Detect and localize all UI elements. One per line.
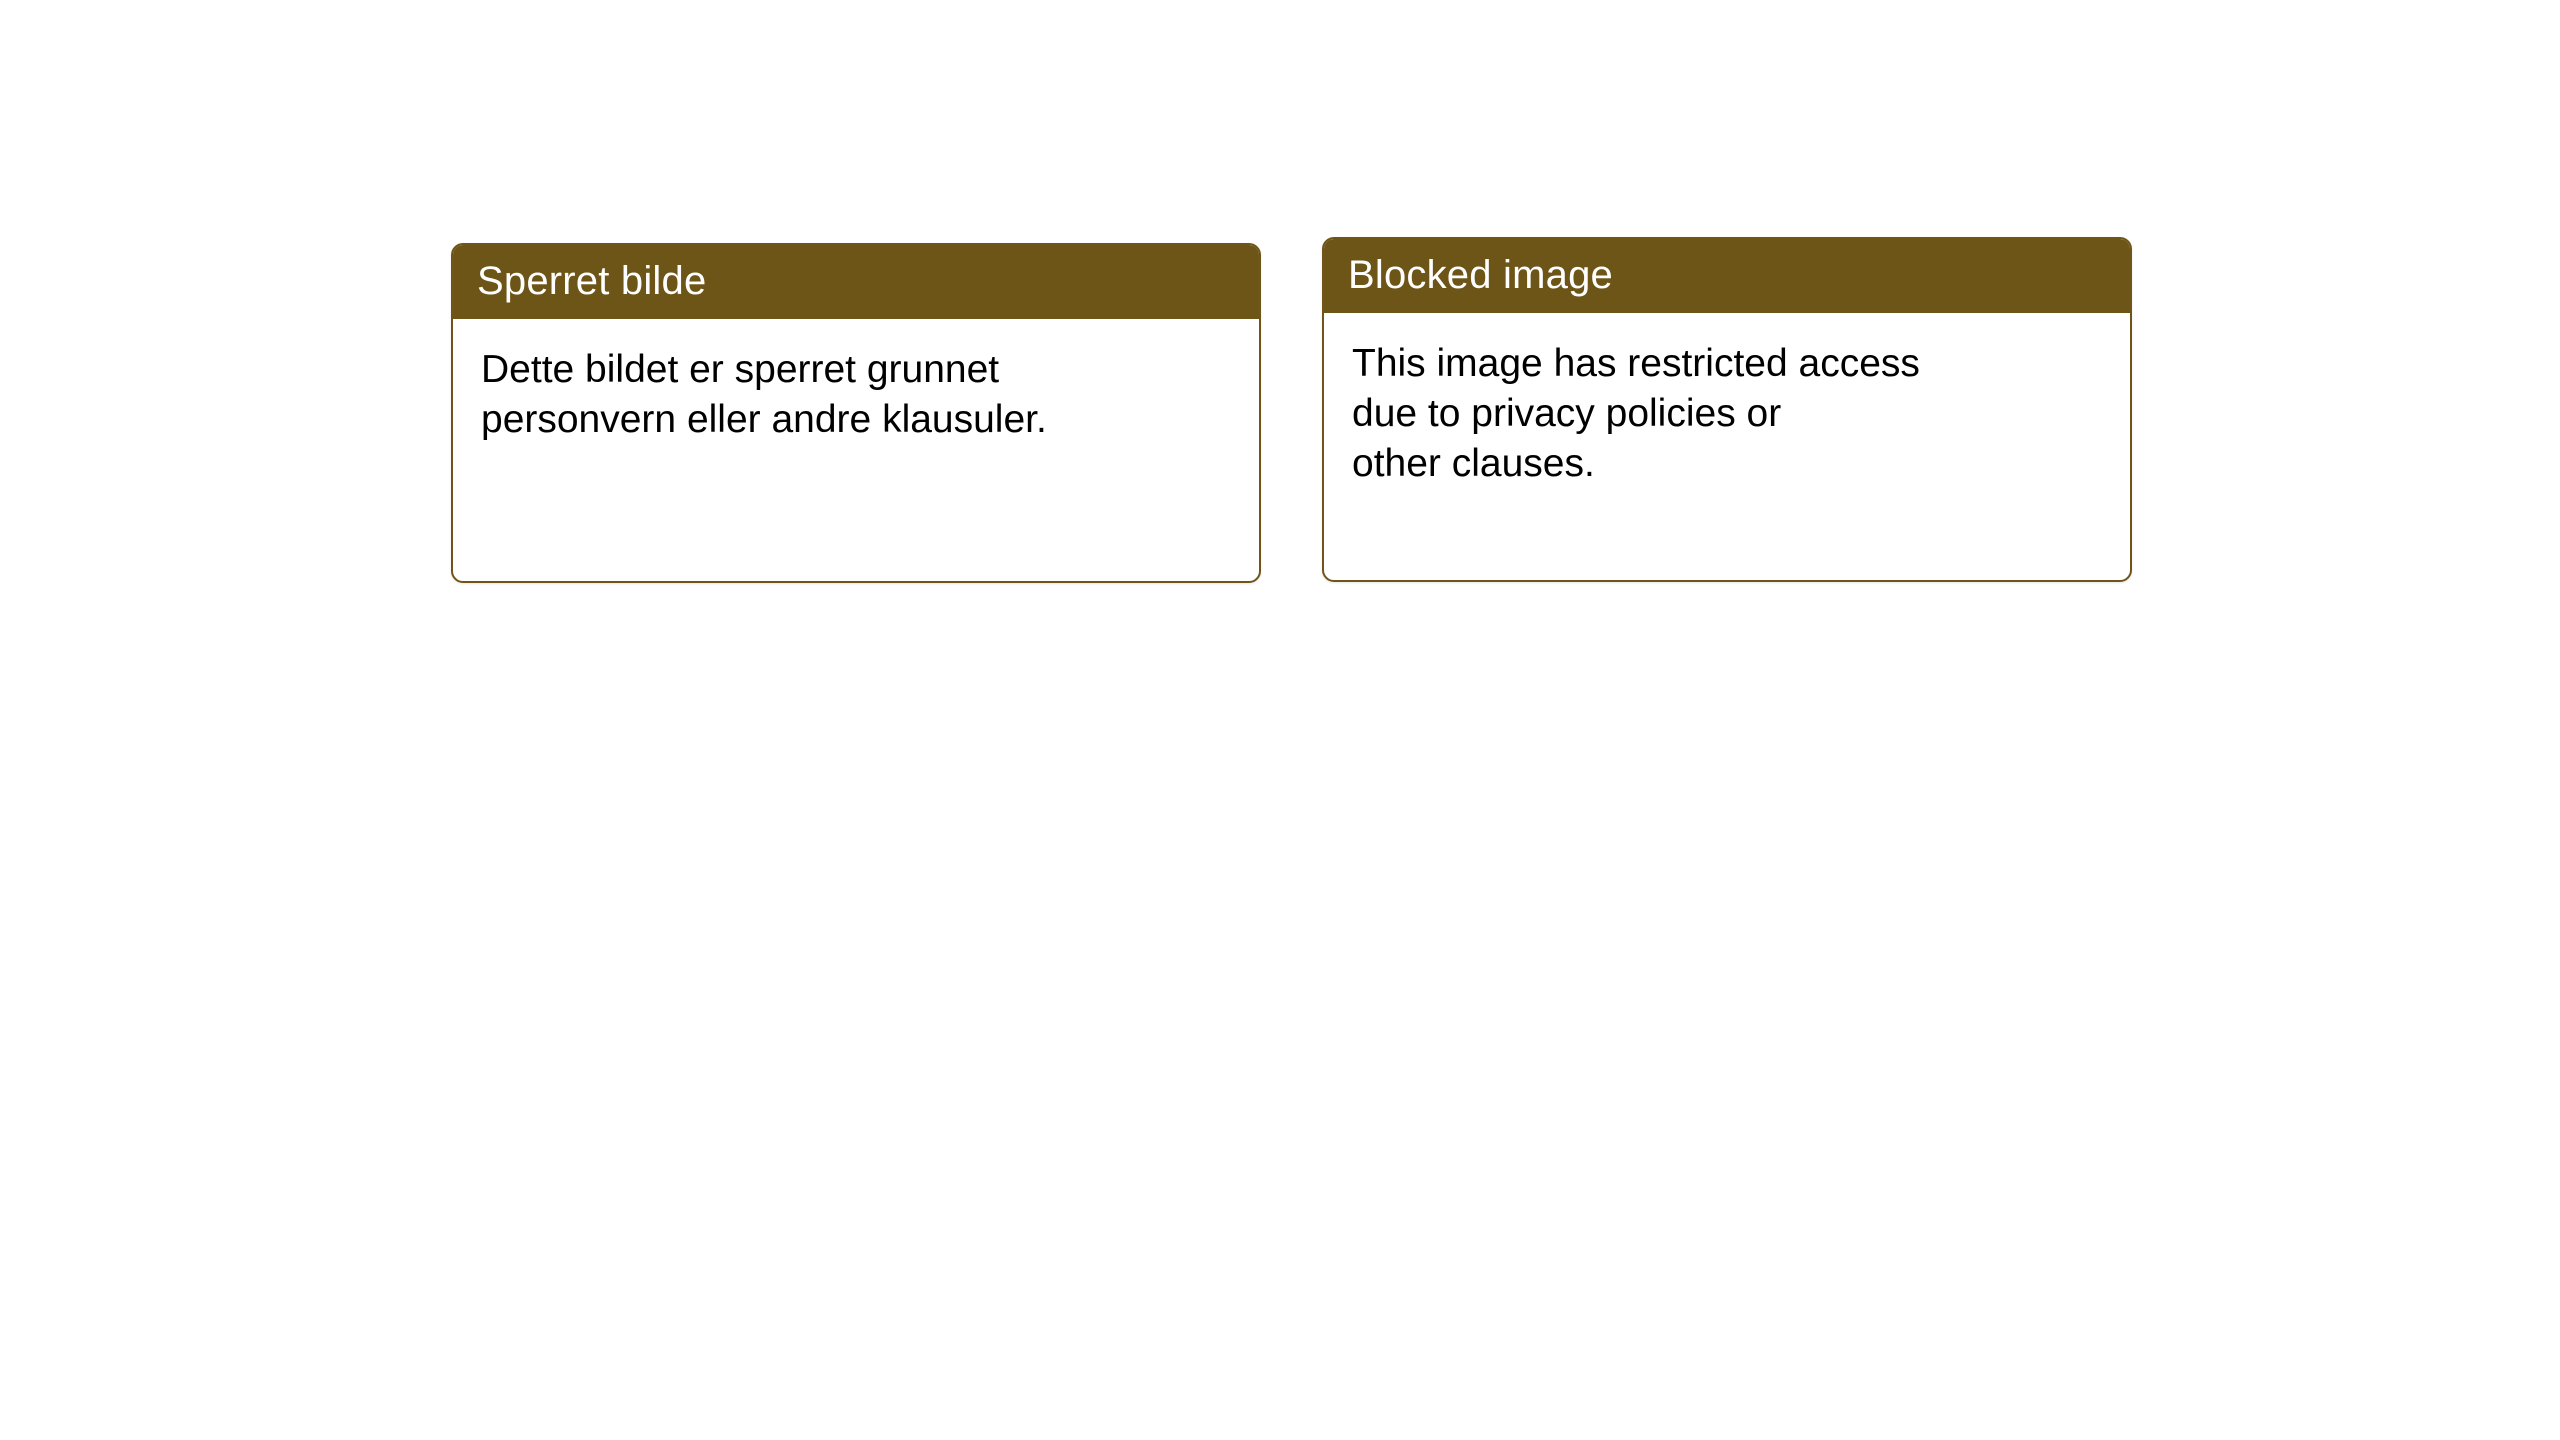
blocked-image-notice-card-no (451, 243, 1261, 583)
blocked-image-card-body-line-no-1: Dette bildet er sperret grunnet (481, 348, 1000, 391)
blocked-image-notice-card-en (1322, 237, 2132, 582)
blocked-image-card-title-no: Sperret bilde (453, 245, 1259, 319)
blocked-image-card-body-line-en-1: This image has restricted access (1352, 342, 1920, 385)
blocked-image-card-body-line-en-2: due to privacy policies or (1352, 391, 1782, 435)
blocked-image-card-body-en (1324, 313, 2130, 509)
blocked-image-card-body-line-en-3: other clauses. (1352, 441, 1595, 485)
blocked-image-card-body-line-no-2: personvern eller andre klausuler. (481, 397, 1047, 441)
blocked-image-card-title-en: Blocked image (1324, 239, 2130, 313)
blocked-image-card-body-no (453, 319, 1259, 465)
